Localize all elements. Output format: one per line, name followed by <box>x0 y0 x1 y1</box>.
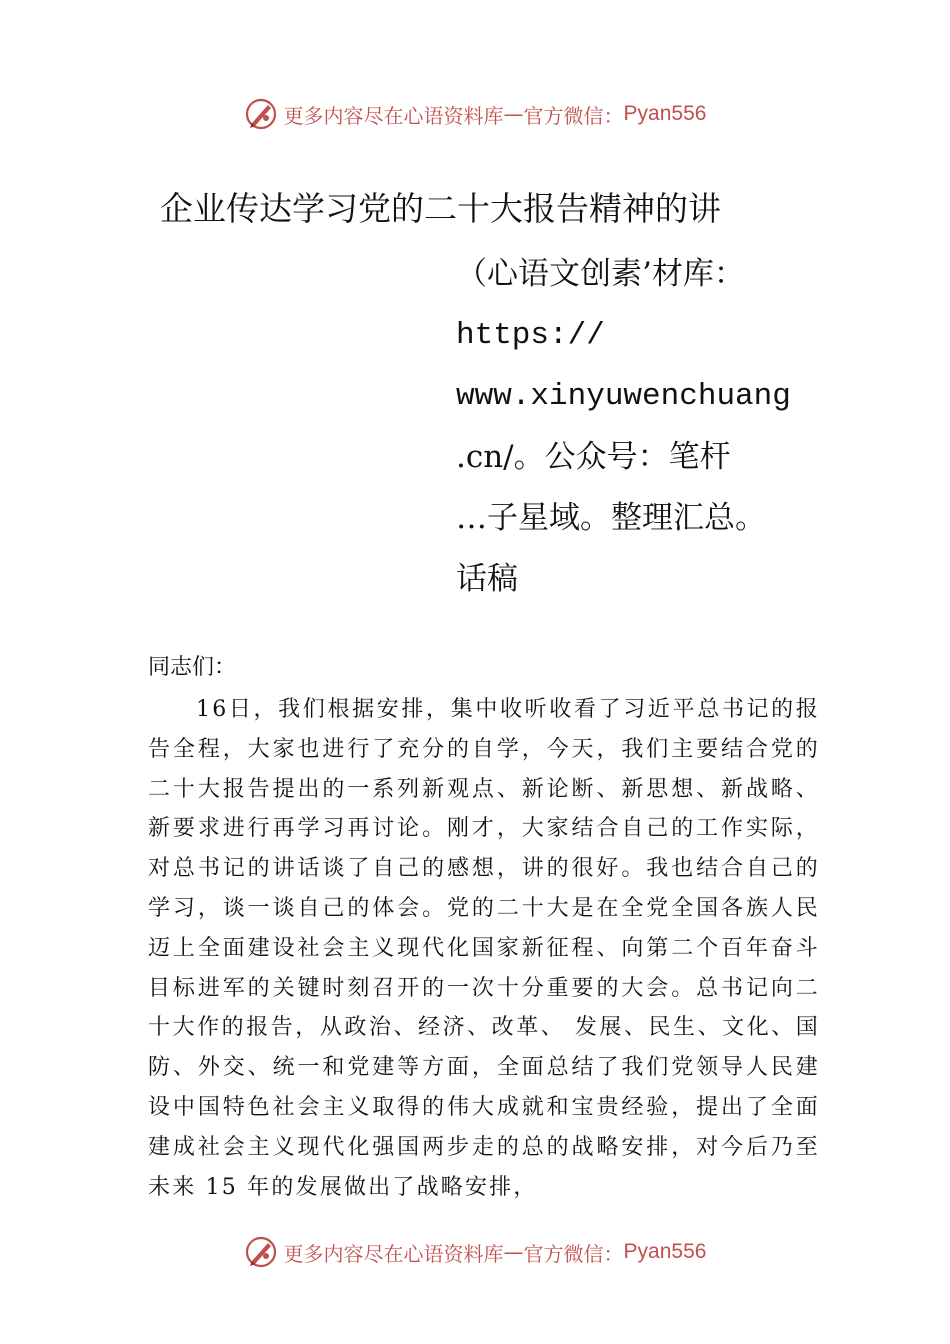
banner-separator: — <box>503 102 524 126</box>
body-paragraph: 16日，我们根据安排，集中收听收看了习近平总书记的报告全程，大家也进行了充分的自学，今天，我们主要结合党的二十大报告提出的一系列新观点、新论断、新思想、新战略、新要求进行再学习再讨论。刚才，大家结合自己的工作实际，对总书记的讲话谈了自己的感想，讲的很好。我也结合自己的学习，谈一谈自己的体会。党的二十大是在全党全国各族人民迈上全面建设社会主义现代化国家新征程、向第二个百年奋斗目标进军的关键时刻召开的一次十分重要的大会。总书记向二十大作的报告，从政治、经济、改革、 发展、民生、文化、国防、外交、统一和党建等方面，全面总结了我们党领导人民建设中国特色社会主义取得的伟大成就和宝贵经验，提出了全面建成社会主义现代化强国两步走的总的战略安排，对今后乃至未来 15 年的发展做出了战略安排， <box>148 697 820 1200</box>
document-subtitle <box>456 244 816 610</box>
subtitle-line-url: https:// <box>456 318 605 353</box>
banner-library-text: 更多内容尽在心语资料库 <box>283 1241 504 1266</box>
document-title: 企业传达学习党的二十大报告精神的讲 <box>160 189 721 228</box>
subtitle-line: …子星域。整理汇总。 <box>456 500 766 536</box>
subtitle-line: .cn/。公众号：笔杆 <box>456 439 731 475</box>
banner-wechat-label: 官方微信： <box>523 1241 624 1266</box>
subtitle-line: 话稿 <box>456 561 518 597</box>
banner-wechat-id: Pyan556 <box>623 102 707 125</box>
header-banner <box>0 94 950 134</box>
banner-separator: — <box>503 1240 524 1264</box>
footer-banner <box>0 1232 950 1272</box>
salutation: 同志们： <box>148 655 237 680</box>
subtitle-line-url: www.xinyuwenchuang <box>456 379 791 414</box>
pen-brand-logo-icon <box>244 1235 278 1269</box>
banner-wechat-label: 官方微信： <box>523 103 624 128</box>
banner-wechat-id: Pyan556 <box>623 1240 707 1263</box>
banner-library-text: 更多内容尽在心语资料库 <box>283 103 504 128</box>
subtitle-line: （心语文创素’材库： <box>456 256 745 292</box>
pen-brand-logo-icon <box>244 97 278 131</box>
